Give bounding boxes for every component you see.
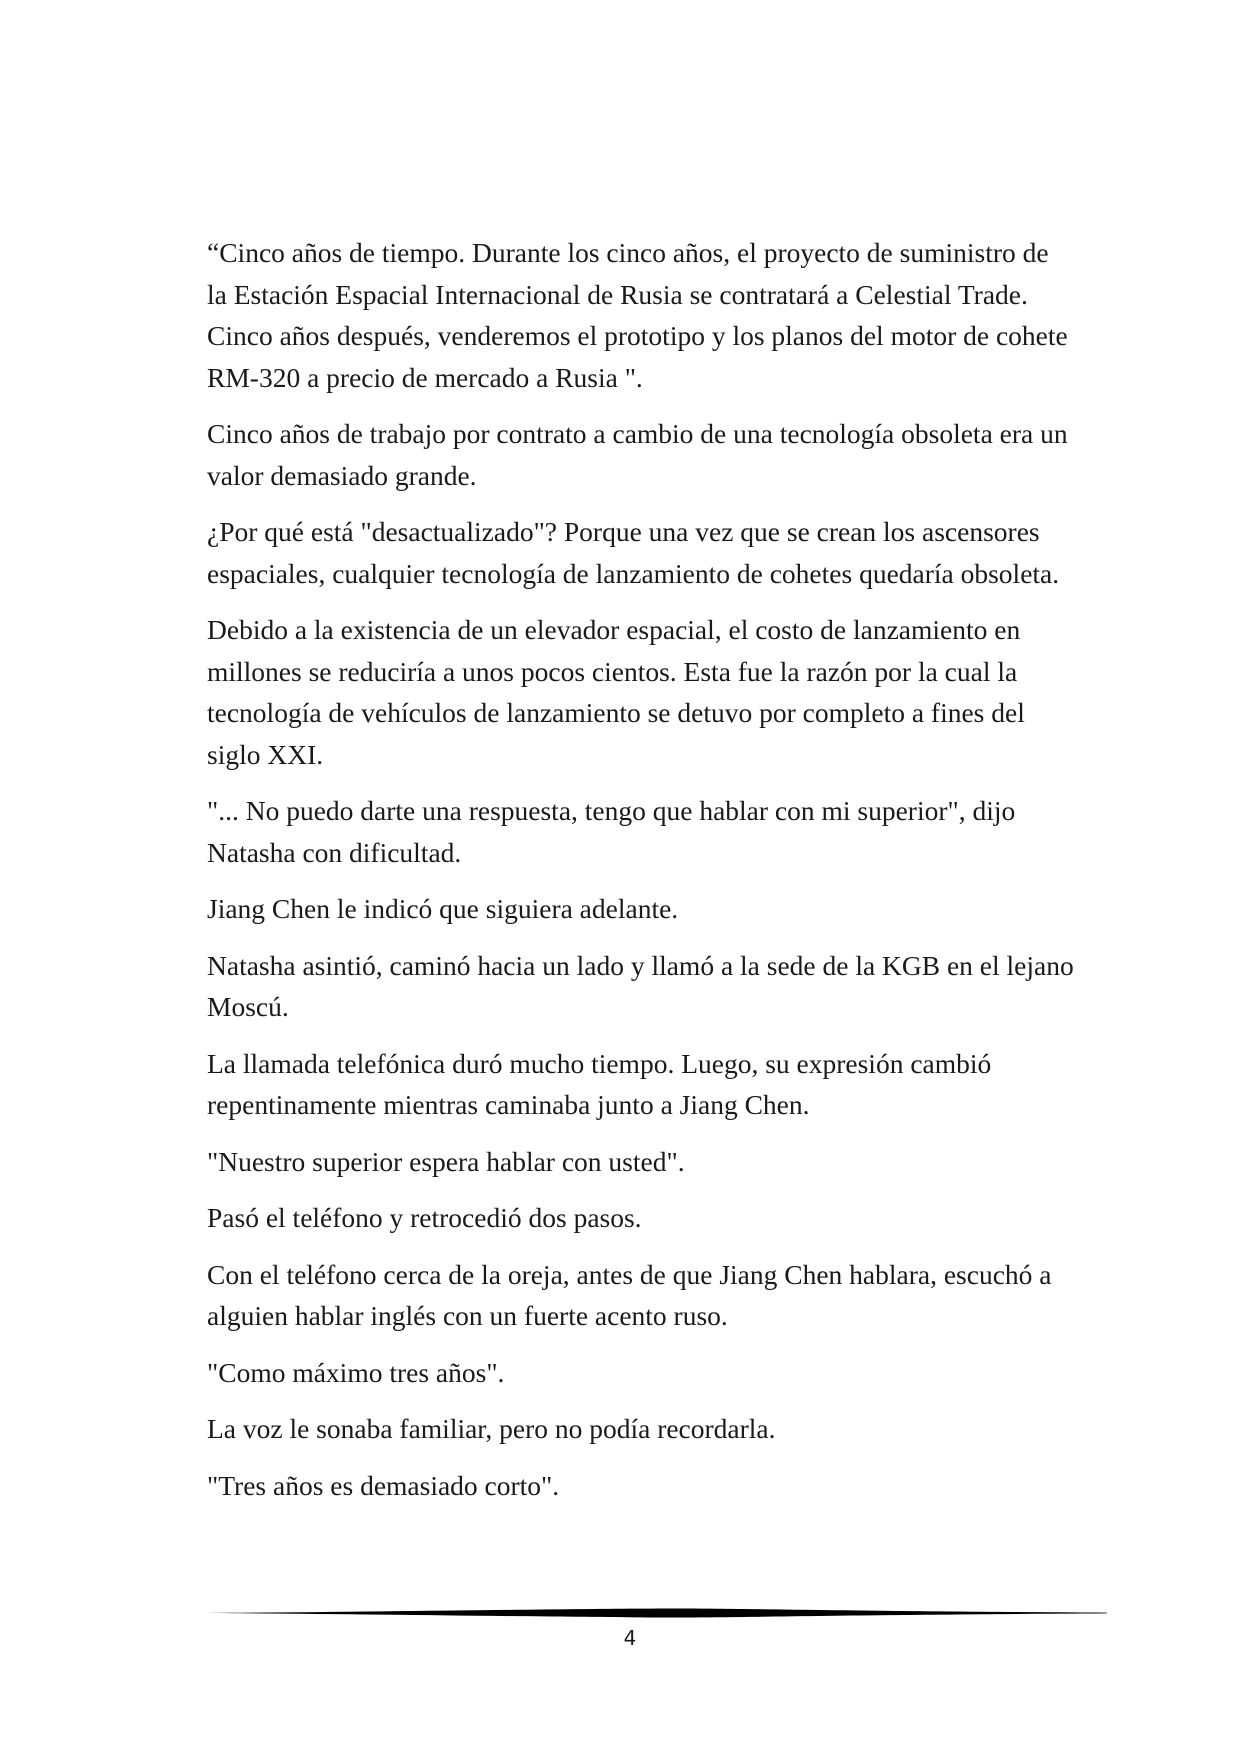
paragraph: Debido a la existencia de un elevador espacial, el costo de lanzamiento en millones se reduciría a unos pocos cientos. Esta fue la razón por la cual la tecnología de vehículos de lanzamiento se detuvo por completo a fines del siglo XXI.: [207, 614, 1025, 770]
paragraph: La voz le sonaba familiar, pero no podía recordarla.: [207, 1413, 776, 1444]
paragraph: “Cinco años de tiempo. Durante los cinco años, el proyecto de suministro de la Estación Espacial Internacional de Rusia se contratará a Celestial Trade. Cinco años después, venderemos el prototipo y los planos del motor de cohete RM-320 a precio de mercado a Rusia ".: [207, 237, 1068, 393]
paragraph: Natasha asintió, caminó hacia un lado y llamó a la sede de la KGB en el lejano Moscú.: [207, 949, 1074, 1022]
paragraph: "... No puedo darte una respuesta, tengo que hablar con mi superior", dijo Natasha con dificultad.: [207, 795, 1016, 868]
paragraph: "Como máximo tres años".: [207, 1356, 505, 1388]
paragraph: ¿Por qué está "desactualizado"? Porque una vez que se crean los ascensores espaciales, cualquier tecnología de lanzamiento de cohetes quedaría obsoleta.: [207, 516, 1060, 589]
paragraph: Con el teléfono cerca de la oreja, antes de que Jiang Chen hablara, escuchó a alguien hablar inglés con un fuerte acento ruso.: [207, 1258, 1052, 1331]
page-number: 4: [623, 1626, 637, 1650]
footer-rule-stroke: [207, 1609, 1107, 1618]
body-text: [207, 232, 1075, 1521]
paragraph: La llamada telefónica duró mucho tiempo. Luego, su expresión cambió repentinamente mientras caminaba junto a Jiang Chen.: [207, 1047, 992, 1120]
footer-rule: [207, 1607, 1107, 1619]
paragraph: Cinco años de trabajo por contrato a cambio de una tecnología obsoleta era un valor demasiado grande.: [207, 418, 1068, 491]
paragraph: "Nuestro superior espera hablar con usted".: [207, 1145, 685, 1177]
paragraph: "Tres años es demasiado corto".: [207, 1469, 560, 1501]
paragraph: Pasó el teléfono y retrocedió dos pasos.: [207, 1202, 642, 1233]
paragraph: Jiang Chen le indicó que siguiera adelante.: [207, 893, 679, 924]
